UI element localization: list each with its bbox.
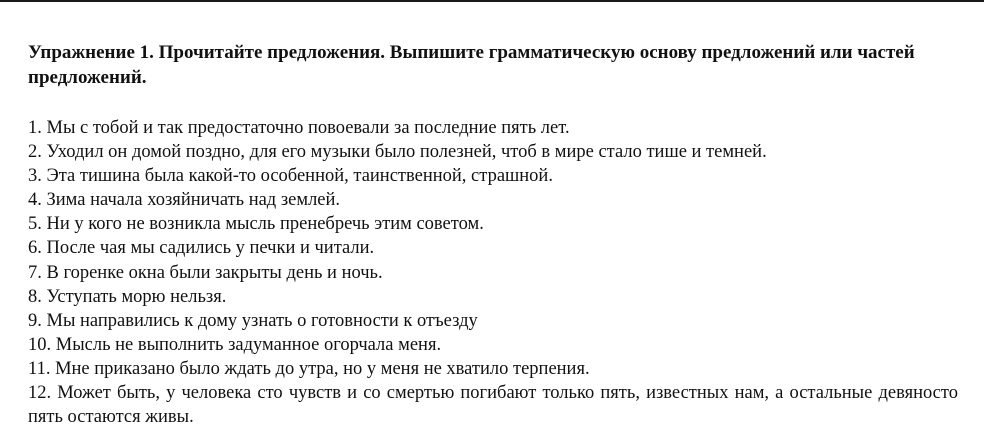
sentence-item-2: 2. Уходил он домой поздно, для его музыки было полезней, чтоб в мире стало тише и темней.: [28, 142, 767, 163]
sentence-item-5: 5. Ни у кого не возникла мысль пренебречь этим советом.: [28, 214, 484, 235]
sentence-item-1: 1. Мы с тобой и так предостаточно повоевали за последние пять лет.: [28, 118, 570, 138]
sentence-item-6: 6. После чая мы садились у печки и читали.: [28, 238, 375, 259]
sentence-list: [28, 116, 958, 429]
sentence-item-8: 8. Уступать морю нельзя.: [28, 286, 227, 307]
sentence-item-4: 4. Зима начала хозяйничать над землей.: [28, 190, 341, 211]
sentence-item-11: 11. Мне приказано было ждать до утра, но у меня не хватило терпения.: [28, 358, 590, 379]
top-border-line: [0, 0, 984, 2]
sentence-item-10: 10. Мысль не выполнить задуманное огорчала меня.: [28, 334, 442, 355]
exercise-document: [28, 40, 958, 429]
exercise-heading: Упражнение 1. Прочитайте предложения. Выпишите грамматическую основу предложений или частей предложений.: [28, 42, 915, 88]
sentence-item-12: 12. Может быть, у человека сто чувств и со смертью погибают только пять, известных нам, а остальные девяносто пять остаются живы.: [28, 383, 958, 428]
sentence-item-3: 3. Эта тишина была какой-то особенной, таинственной, страшной.: [28, 166, 553, 187]
sentence-item-7: 7. В горенке окна были закрыты день и ночь.: [28, 262, 383, 283]
sentence-item-9: 9. Мы направились к дому узнать о готовности к отъезду: [28, 310, 478, 331]
